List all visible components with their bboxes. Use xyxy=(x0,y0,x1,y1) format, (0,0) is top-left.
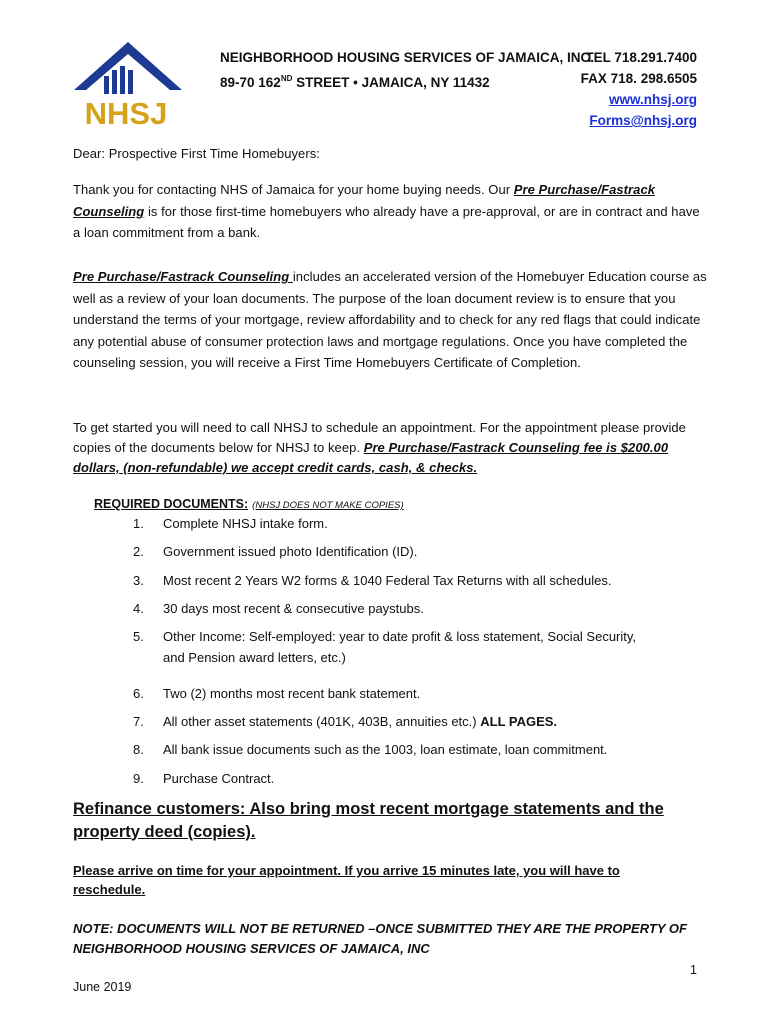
org-header xyxy=(220,47,594,93)
logo-text: NHSJ xyxy=(84,96,168,128)
list-item: 5. Other Income: Self-employed: year to date profit & loss statement, Social Security, and Pension award letters, etc.) xyxy=(133,629,637,665)
org-address: 89-70 162ND STREET • JAMAICA, NY 11432 xyxy=(220,74,490,90)
list-item: 1. Complete NHSJ intake form. xyxy=(133,516,328,531)
list-item: 6. Two (2) months most recent bank statement. xyxy=(133,685,421,701)
no-copies-note: (NHSJ DOES NOT MAKE COPIES) xyxy=(252,500,404,511)
org-name: NEIGHBORHOOD HOUSING SERVICES OF JAMAICA, INC. xyxy=(220,50,595,65)
arrival-notice: Please arrive on time for your appointment. If you arrive 15 minutes late, you will have to reschedule. xyxy=(73,863,620,897)
phone: TEL 718.291.7400 xyxy=(585,50,697,65)
nhsj-logo xyxy=(66,38,184,128)
email-link[interactable]: Forms@nhsj.org xyxy=(589,113,697,128)
website-link[interactable]: www.nhsj.org xyxy=(608,92,697,107)
paragraph-intro: Thank you for contacting NHS of Jamaica for your home buying needs. Our Pre Purchase/Fastrack Counseling is for those first-time homebuyers who already have a pre-approval, or are in contract and have a loan commitment from a bank. xyxy=(73,182,700,240)
refinance-notice: Refinance customers: Also bring most recent mortgage statements and the property deed (copies). xyxy=(73,800,664,841)
list-item: 9. Purchase Contract. xyxy=(133,770,275,786)
page-number: 1 xyxy=(690,963,697,977)
fax: FAX 718. 298.6505 xyxy=(580,71,697,86)
footer-date: June 2019 xyxy=(73,980,132,994)
documents-note: NOTE: DOCUMENTS WILL NOT BE RETURNED –ONCE SUBMITTED THEY ARE THE PROPERTY OF NEIGHBORHOOD HOUSING SERVICES OF JAMAICA, INC xyxy=(73,921,687,956)
list-item: 7. All other asset statements (401K, 403B, annuities etc.) ALL PAGES. xyxy=(133,714,558,730)
required-documents-heading: REQUIRED DOCUMENTS: (NHSJ DOES NOT MAKE COPIES) xyxy=(94,497,404,511)
contact-block xyxy=(581,47,697,131)
paragraph-instructions: To get started you will need to call NHSJ to schedule an appointment. For the appointment please provide copies of the documents below for NHSJ to keep. Pre Purchase/Fastrack Counseling fee is $200.00 dollars, (non-refundable) we accept credit cards, cash, & checks. xyxy=(73,420,686,475)
list-item: 4. 30 days most recent & consecutive paystubs. xyxy=(133,600,424,616)
salutation: Dear: Prospective First Time Homebuyers: xyxy=(73,146,320,161)
list-item: 8. All bank issue documents such as the 1003, loan estimate, loan commitment. xyxy=(133,742,608,758)
paragraph-description: Pre Purchase/Fastrack Counseling includes an accelerated version of the Homebuyer Education course as well as a review of your loan documents. The purpose of the loan document review is to ensure that you understand the terms of your mortgage, review affordability and to check for any red flags that could indicate any potential abuse of consumer protection laws and mortgage regulations. Once you have completed the counseling session, you will receive a First Time Homebuyers Certificate of Completion. xyxy=(73,269,707,370)
list-item: 3. Most recent 2 Years W2 forms & 1040 Federal Tax Returns with all schedules. xyxy=(133,572,612,588)
list-item: 2. Government issued photo Identification (ID). xyxy=(133,544,418,560)
required-documents-list xyxy=(133,513,636,796)
